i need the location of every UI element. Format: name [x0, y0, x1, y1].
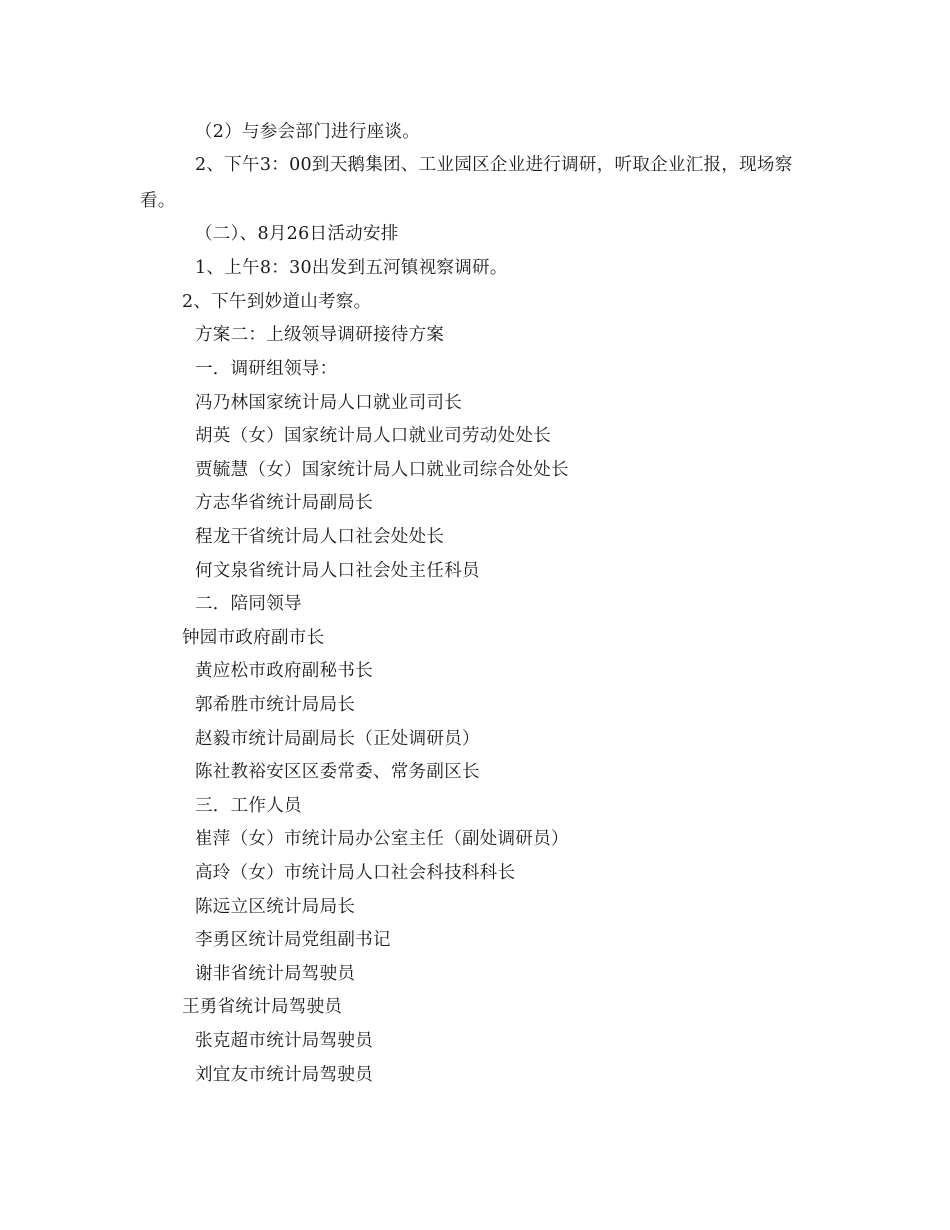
list-item: 陈社教裕安区区委常委、常务副区长	[195, 762, 480, 782]
list-item: 贾毓慧（女）国家统计局人口就业司综合处处长	[195, 460, 569, 480]
list-item: 高玲（女）市统计局人口社会科技科科长	[195, 863, 516, 883]
section-heading: 三．工作人员	[195, 796, 302, 816]
text-line: 2、下午到妙道山考察。	[182, 292, 372, 312]
section-heading: （二）、8月26日活动安排	[195, 224, 399, 244]
list-item: 胡英（女）国家统计局人口就业司劳动处处长	[195, 426, 551, 446]
list-item: 李勇区统计局党组副书记	[195, 930, 391, 950]
section-heading: 二．陪同领导	[195, 594, 302, 614]
text-paragraph: 2、下午3：00到天鹅集团、工业园区企业进行调研，听取企业汇报，现场察看。	[140, 155, 793, 211]
list-item: 钟园市政府副市长	[182, 628, 325, 648]
list-item: 赵毅市统计局副局长（正处调研员）	[195, 729, 480, 749]
list-item: 冯乃林国家统计局人口就业司司长	[195, 393, 462, 413]
text-line: 1、上午8：30出发到五河镇视察调研。	[195, 258, 508, 278]
list-item: 崔萍（女）市统计局办公室主任（副处调研员）	[195, 829, 569, 849]
list-item: 王勇省统计局驾驶员	[182, 997, 343, 1017]
list-item: 陈远立区统计局局长	[195, 897, 356, 917]
list-item: 谢非省统计局驾驶员	[195, 964, 356, 984]
list-item: 程龙干省统计局人口社会处处长	[195, 527, 445, 547]
list-item: 张克超市统计局驾驶员	[195, 1031, 373, 1051]
list-item: 刘宜友市统计局驾驶员	[195, 1065, 373, 1085]
list-item: 黄应松市政府副秘书长	[195, 661, 373, 681]
list-item: 方志华省统计局副局长	[195, 493, 373, 513]
list-item: 何文泉省统计局人口社会处主任科员	[195, 561, 480, 581]
section-heading: 一．调研组领导：	[195, 359, 338, 379]
section-heading: 方案二：上级领导调研接待方案	[195, 325, 445, 345]
list-item: 郭希胜市统计局局长	[195, 695, 356, 715]
text-line: （2）与参会部门进行座谈。	[195, 122, 421, 142]
